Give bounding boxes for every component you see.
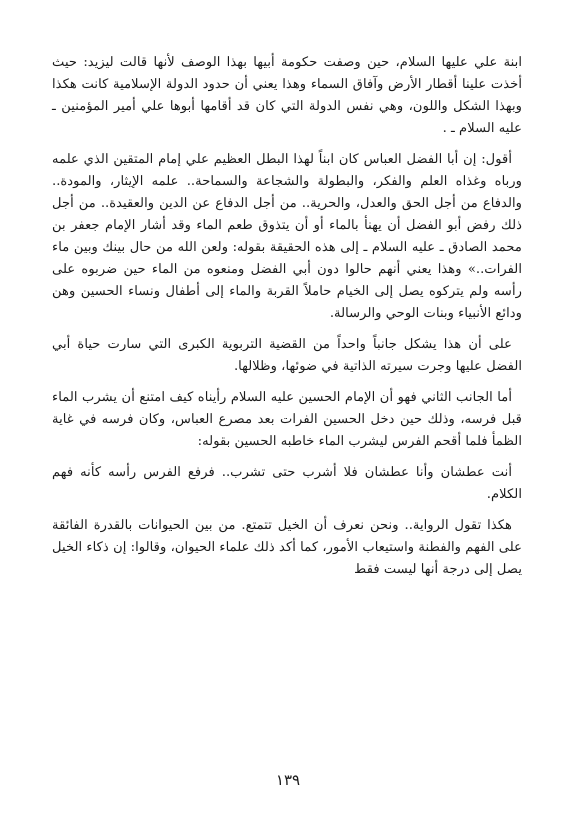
paragraph-4: أما الجانب الثاني فهو أن الإمام الحسين عليه السلام رأيناه كيف امتنع أن يشرب الماء قبل فرسه، وذلك حين دخل الحسين الفرات بعد مصرع العباس، وكان فرسه في غاية الظمأ فلما أقحم الفرس ليشرب الماء خاطبه الحسين بقوله: xyxy=(52,390,522,449)
paragraph-2: أقول: إن أبا الفضل العباس كان ابناً لهذا البطل العظيم علي إمام المتقين الذي علمه ورباه وغذاه العلم والفكر، والبطولة والشجاعة والسماحة.. علمه الإيثار، والمودة.. والدفاع من أجل الحق والعدل، والحرية.. من أجل الدفاع عن الدين والعقيدة.. من أجل ذلك رفض أبو الفضل أن يهنأ بالماء أو أن يتذوق طعم الماء وقد أشار الإمام جعفر بن محمد الصادق ـ عليه السلام ـ إلى هذه الحقيقة بقوله: ولعن الله من حال بينك وبين ماء الفرات..» وهذا يعني أنهم حالوا دون أبي الفضل ومنعوه من الماء حين ضربوه على رأسه ولم يتركوه يصل إلى الخيام حاملاً القربة والماء إلى أطفال ونساء الحسين وهن ودائع الأنبياء وبنات الوحي والرسالة. xyxy=(52,152,522,321)
paragraph-5: أنت عطشان وأنا عطشان فلا أشرب حتى تشرب.. فرفع الفرس رأسه كأنه فهم الكلام. xyxy=(52,465,522,502)
paragraph-3: على أن هذا يشكل جانباً واحداً من القضية التربوية الكبرى التي سارت حياة أبي الفضل عليها وجرت سيرته الذاتية في ضوئها، وظلالها. xyxy=(52,337,522,374)
page-body xyxy=(52,52,522,590)
paragraph-6: هكذا تقول الرواية.. ونحن نعرف أن الخيل تتمتع. من بين الحيوانات بالقدرة الفائقة على الفهم والفطنة واستيعاب الأمور، كما أكد ذلك علماء الحيوان، وقالوا: إن ذكاء الخيل يصل إلى درجة أنها ليست فقط xyxy=(52,518,522,577)
paragraph-1: ابنة علي عليها السلام، حين وصفت حكومة أبيها بهذا الوصف لأنها قالت ليزيد: حيث أخذت علينا أقطار الأرض وآفاق السماء وهذا يعني أن حدود الدولة الإسلامية كانت هكذا وبهذا الشكل واللون، وهي نفس الدولة التي كان قد أقامها أبوها علي أمير المؤمنين ـ عليه السلام ـ . xyxy=(52,55,522,136)
page-number: ١٣٩ xyxy=(275,771,301,789)
